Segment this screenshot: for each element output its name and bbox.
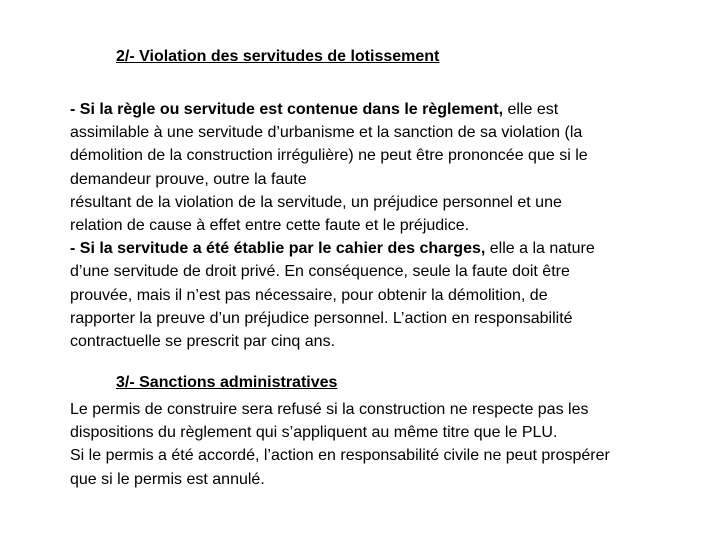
- text-line: dispositions du règlement qui s’appliquent au même titre que le PLU.: [70, 424, 558, 442]
- text-line: d’une servitude de droit privé. En conséquence, seule la faute doit être: [70, 263, 570, 281]
- text-line: démolition de la construction irrégulière) ne peut être prononcée que si le: [70, 147, 588, 165]
- text-line: que si le permis est annulé.: [70, 470, 265, 488]
- section-body-sanctions: [70, 398, 700, 491]
- bold-lead-cahier: - Si la servitude a été établie par le cahier des charges,: [70, 240, 486, 258]
- text-line: rapporter la preuve d’un préjudice personnel. L’action en responsabilité: [70, 309, 573, 327]
- text-line: demandeur prouve, outre la faute: [70, 170, 307, 188]
- text-run: elle est: [503, 101, 559, 118]
- text-line: prouvée, mais il n’est pas nécessaire, pour obtenir la démolition, de: [70, 286, 548, 304]
- text-line: Le permis de construire sera refusé si la construction ne respecte pas les: [70, 401, 589, 418]
- section-heading-sanctions: 3/- Sanctions administratives: [116, 374, 338, 391]
- text-line: relation de cause à effet entre cette faute et le préjudice.: [70, 217, 470, 235]
- section-body-violation: [70, 98, 700, 353]
- text-run: elle a la nature: [485, 240, 595, 258]
- text-line: résultant de la violation de la servitude, un préjudice personnel et une: [70, 193, 562, 211]
- text-line: Si le permis a été accordé, l’action en responsabilité civile ne peut prospérer: [70, 447, 610, 465]
- text-line: [70, 98, 700, 121]
- text-line: [70, 237, 700, 260]
- text-line: contractuelle se prescrit par cinq ans.: [70, 333, 336, 351]
- section-heading-violation: 2/- Violation des servitudes de lotissement: [116, 48, 440, 65]
- text-line: assimilable à une servitude d’urbanisme et la sanction de sa violation (la: [70, 124, 583, 142]
- bold-lead-reglement: - Si la règle ou servitude est contenue dans le règlement,: [70, 101, 504, 118]
